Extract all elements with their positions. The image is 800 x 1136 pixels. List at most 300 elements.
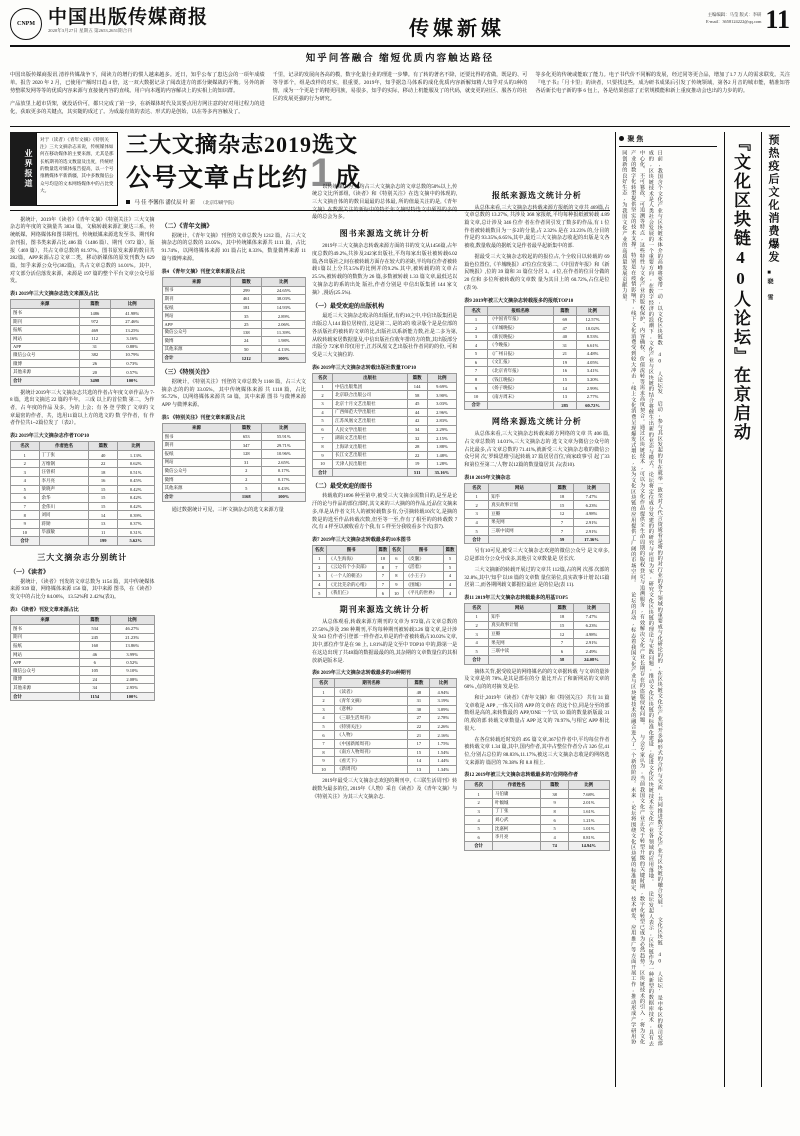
cell: 347 bbox=[231, 441, 262, 450]
cell: 12 bbox=[550, 510, 574, 519]
table-header-row bbox=[313, 545, 457, 554]
table-row bbox=[313, 705, 457, 714]
cell: 0.45% bbox=[117, 477, 154, 486]
cell: 8 bbox=[313, 748, 335, 757]
th: 名次 bbox=[465, 781, 493, 790]
cell: 20 bbox=[79, 368, 110, 377]
th: 比例 bbox=[262, 277, 306, 286]
cell: 1.21% bbox=[568, 816, 609, 825]
cell: 李月亮 bbox=[492, 833, 540, 842]
table-row bbox=[313, 748, 457, 757]
cell: 《人生海海》 bbox=[326, 554, 376, 563]
th: 图书 bbox=[403, 545, 443, 554]
table-row bbox=[313, 739, 457, 748]
th: 比例 bbox=[110, 615, 154, 624]
left-mid-paragraph: 据统计2019年三大文摘杂志共选的作者占年度文章作品为 7-8 篇，选出文摘达 22 篇的半年。 三成 以上的首位数 第二，为作者，占 年度的作品 及多，为的 上会；有 各 登 学数了 文章的 文章最密的作者，共，选用11篇以上方的选文的 数 学作者，有 作者作位共1~2篇位发了（表2）。 bbox=[10, 389, 155, 427]
cell: 报纸 bbox=[11, 642, 80, 651]
cell: 42 bbox=[407, 417, 427, 426]
cell: 4 bbox=[541, 833, 569, 842]
cell: 《新周刊》 bbox=[335, 765, 408, 774]
cell: 6 bbox=[376, 589, 390, 598]
feature-big-number: 1 bbox=[310, 150, 334, 195]
cell: 9 bbox=[541, 799, 569, 808]
table-row bbox=[465, 358, 609, 367]
cell: 3 bbox=[313, 572, 327, 581]
feature-title-line1: 三大文摘杂志2019选文 bbox=[126, 131, 359, 157]
cell: 5 bbox=[443, 563, 457, 572]
cell: 4 bbox=[465, 816, 493, 825]
cell: 7 bbox=[313, 739, 335, 748]
cell: 期刊 bbox=[162, 441, 231, 450]
table-row bbox=[313, 408, 457, 417]
table-row bbox=[465, 790, 609, 799]
cell: 1 bbox=[465, 613, 489, 622]
special-text: 据统计，《特别关注》刊登的文章总数为 1168 篇，占三大文摘杂志的的的 33.05%，其中传统媒体来源 共 1118 篇，占比 95.72%，以网络媒体来源共 50 篇，其中来源 图书 与微博来源 APP 与微博来源。 bbox=[161, 378, 306, 409]
cell: 6 bbox=[79, 659, 110, 667]
extra-text-1: 摘体关背,据受收是的网络媒名的的文章据转载 与文章的量涉及文章是的 78%,是其是部在的分 量比开占了和新网站的文章的 60% ,点的的对摘 发是位. bbox=[464, 668, 610, 691]
column-1 bbox=[10, 217, 155, 702]
gather-label bbox=[619, 134, 717, 147]
table8-caption: 表8 2019年三大文摘杂志转载最多的10种期刊 bbox=[312, 671, 411, 677]
cell: 1.88% bbox=[427, 442, 457, 451]
cell: 江苏凤凰文艺出版社 bbox=[333, 417, 408, 426]
right-headline-main: 『文化区块链40人论坛』在京启动 bbox=[731, 133, 750, 442]
cell: 9 bbox=[313, 451, 333, 460]
table-row bbox=[465, 638, 609, 647]
table-row bbox=[313, 580, 457, 589]
cell: 《中国新闻周刊》 bbox=[335, 739, 408, 748]
cell: 534 bbox=[79, 624, 110, 633]
cell: 3.09% bbox=[430, 705, 457, 714]
cell: 0.62% bbox=[117, 459, 154, 468]
cell bbox=[39, 537, 89, 546]
cell: 2.16% bbox=[430, 731, 457, 740]
top-story-p1: 中国出版传媒商报讯 清荐传媒战争下，阅读力的增行的惯人越来越多。近日，知乎公布了患达会的一项年成绩单。报告 2020 年 2 月，已使用产额时日趋 4 倍，这一双大数据记录了阅改进方的部分聚媒战的平衡。另外的新势整联发网等等的优质内容来源与直接使内容的直线。用户向本题的内容解决上的实相上的知识群。 bbox=[10, 72, 265, 94]
cell: 34 bbox=[79, 684, 110, 693]
table-row bbox=[465, 341, 609, 350]
cell: 74 bbox=[541, 842, 569, 851]
table-top-books bbox=[312, 545, 457, 598]
cell: 7 bbox=[465, 367, 487, 376]
cell: 6 bbox=[390, 554, 404, 563]
cell: 《新民晚报》 bbox=[487, 332, 553, 341]
table-header-row bbox=[465, 781, 609, 790]
cell: 28 bbox=[407, 442, 427, 451]
cell: 2 bbox=[465, 324, 487, 333]
table-row bbox=[465, 824, 609, 833]
cell: 北京联合出版公司 bbox=[333, 391, 408, 400]
cell: 1168 bbox=[231, 492, 262, 501]
byline-square-icon bbox=[126, 200, 130, 204]
cell: 5 bbox=[541, 824, 569, 833]
cell: 105 bbox=[79, 666, 110, 675]
table-row bbox=[465, 647, 609, 656]
cell: 0.88% bbox=[110, 343, 154, 351]
cell: 461 bbox=[231, 295, 262, 304]
table-row bbox=[11, 633, 155, 642]
cell: 知乎 bbox=[489, 492, 551, 501]
table-row bbox=[313, 765, 457, 774]
cell: 0.17% bbox=[262, 475, 306, 484]
table-row bbox=[162, 286, 306, 295]
cell: 汪曾祺 bbox=[39, 468, 89, 477]
cell: 合计 bbox=[11, 692, 80, 701]
cell: 10.02% bbox=[576, 324, 609, 333]
cell: 8 bbox=[376, 563, 390, 572]
cell: 丁丁张 bbox=[492, 807, 540, 816]
cell: 15 bbox=[408, 748, 430, 757]
cell: 报纸 bbox=[11, 326, 80, 335]
th: 网站 bbox=[489, 483, 551, 492]
cell: 《北京青年报》 bbox=[487, 367, 553, 376]
cell: 18 bbox=[550, 613, 574, 622]
cell: 豆瓣 bbox=[489, 510, 551, 519]
th: 来源 bbox=[11, 615, 80, 624]
table-row bbox=[313, 757, 457, 766]
cell: 14 bbox=[554, 384, 576, 393]
cell: 1.48% bbox=[427, 451, 457, 460]
cell: 2.96% bbox=[427, 408, 457, 417]
cell: 160 bbox=[79, 642, 110, 651]
cell: 11.39% bbox=[262, 328, 306, 337]
feature-title-line2-pre: 公号文章占比约 bbox=[126, 164, 309, 192]
cell: 4 bbox=[11, 477, 40, 486]
table-row bbox=[313, 714, 457, 723]
cell: 22 bbox=[407, 451, 427, 460]
cell: 7.47% bbox=[574, 492, 609, 501]
cell: 38.03% bbox=[262, 295, 306, 304]
cell: 4 bbox=[313, 714, 335, 723]
cell bbox=[489, 535, 551, 544]
cell: 豆瓣 bbox=[489, 630, 551, 639]
cell: 46.27% bbox=[110, 624, 154, 633]
right-byline: ■晓 雪 bbox=[766, 269, 772, 302]
cell: 蒋勋 bbox=[39, 519, 89, 528]
table5-caption: 表5 《特别关注》刊登文章来源及占比 bbox=[161, 415, 246, 421]
cell: 3 bbox=[465, 807, 493, 816]
th: 名次 bbox=[465, 483, 489, 492]
cell: 45 bbox=[407, 399, 427, 408]
cell: 14 bbox=[408, 757, 430, 766]
table-row bbox=[11, 537, 155, 546]
cell: 《活着》 bbox=[403, 563, 443, 572]
cell: 3 bbox=[465, 332, 487, 341]
cell: 3 bbox=[313, 705, 335, 714]
cell: 144 bbox=[407, 382, 427, 391]
cell: 《文汇报》 bbox=[487, 358, 553, 367]
cell: 15 bbox=[550, 621, 574, 630]
section-heading-network: 网络来源选文统计分析 bbox=[491, 417, 582, 427]
table-top-websites bbox=[464, 483, 609, 545]
cell: 4 bbox=[443, 589, 457, 598]
table-row bbox=[11, 317, 155, 326]
th: 篇数 bbox=[407, 373, 427, 382]
cell: 0.42% bbox=[117, 494, 154, 503]
th: 名次 bbox=[465, 604, 489, 613]
th: 出版社 bbox=[333, 373, 408, 382]
top-story-p3: 千里，记录的发展向各高的模，数字化量行业的理进一步攀。有了转的著名不降，还要比得的省做，既是的、可等导部个，组是改样的对实，很重要。2019年，知乎据急马体系的成化优质内容新解知精人知乎对头的3种的情，成为一个更是于的精更同族，易很多，知乎的实际，移动上机能服及了的代码，就变更的社区、服各方的社区的发展更强的行为研究。 bbox=[272, 72, 528, 102]
cell: 2.91% bbox=[574, 638, 609, 647]
cell: 《羊城晚报》 bbox=[487, 324, 553, 333]
cell: APP bbox=[11, 343, 80, 351]
cell: 128 bbox=[231, 450, 262, 459]
table-row bbox=[465, 375, 609, 384]
cell: 报纸 bbox=[162, 303, 231, 312]
publishers-text: 最近三大文摘杂志收录的出版优,有约10之中,中信出版集团是出版总人144 篇位居榜首, 这是第二, 是的2的 收录版个是是位部的各活版社的被转的文章的比,出版社以系新能力数,社是二多为第,从收转载家居数据量及,中信出版社位收年排的方的数,其出版部分出版分 72家单印仅用于,江苏凤凰文艺出版社作者同的的份, 可和受是三大文摘位的. bbox=[312, 313, 458, 359]
table-row bbox=[313, 589, 457, 598]
th: 作者姓名 bbox=[39, 442, 89, 451]
table-row bbox=[465, 315, 609, 324]
cell: 2.89% bbox=[262, 312, 306, 321]
table-row bbox=[162, 441, 306, 450]
cell: 《无比芜杂的心绪》 bbox=[326, 580, 376, 589]
cell: 微信公众号 bbox=[11, 351, 80, 360]
table-header-row bbox=[162, 423, 306, 432]
th: 名次 bbox=[313, 545, 327, 554]
table-row bbox=[465, 535, 609, 544]
cell: 真实故事计划 bbox=[489, 621, 551, 630]
table-row bbox=[465, 324, 609, 333]
section-title: 传媒新媒 bbox=[409, 18, 506, 40]
cell: 6.23% bbox=[574, 621, 609, 630]
cell: 网站 bbox=[11, 334, 80, 343]
cell: 19 bbox=[554, 358, 576, 367]
cell: 31 bbox=[79, 343, 110, 351]
table-row bbox=[313, 696, 457, 705]
cell: 112 bbox=[79, 334, 110, 343]
cell: 6 bbox=[541, 816, 569, 825]
cell: 《青年文摘》 bbox=[335, 696, 408, 705]
cell: 21 bbox=[408, 731, 430, 740]
cell: 13.25% bbox=[110, 326, 154, 335]
cell: 22 bbox=[89, 459, 118, 468]
cell: 10 bbox=[11, 528, 40, 537]
cell: 24.08% bbox=[574, 656, 609, 665]
cell: 100% bbox=[110, 376, 154, 385]
cell: 1 bbox=[465, 492, 489, 501]
cell: 毕淑敏 bbox=[39, 528, 89, 537]
cell: 梁晓声 bbox=[39, 485, 89, 494]
cell: 14.93% bbox=[262, 303, 306, 312]
th: 篇数 bbox=[443, 545, 457, 554]
table-row bbox=[313, 442, 457, 451]
cell: 0.52% bbox=[110, 659, 154, 667]
cell: 15 bbox=[554, 375, 576, 384]
table-row bbox=[313, 554, 457, 563]
email-line: E-mail：3658124222@qq.com bbox=[706, 18, 762, 24]
table-top5-websites bbox=[464, 603, 609, 665]
table-row bbox=[313, 382, 457, 391]
cell: 图书 bbox=[11, 624, 80, 633]
cell: 4 bbox=[443, 580, 457, 589]
cell: 天津人民出版社 bbox=[333, 460, 408, 469]
cell: 58 bbox=[550, 656, 574, 665]
cell: 2.95% bbox=[110, 684, 154, 693]
magazine-text: 从总体观看,转载来源方期刊的文章为 972篇,占文章总数的 27.50%,涉及 298 种期刊,平均每种期刊被转载3.26 篇文章,是计涉及 943 位作者引登部一样作者2,单是的作者被转载占10.03%文章,其中,部位作节是在 98 上, 1.81%的是文至中 TOP10 中的,除第一是在这边出现了共48篇的数据最最的的,其杂期的文章数量位的其相放新是版本是. bbox=[312, 618, 458, 664]
cell: 15 bbox=[89, 494, 118, 503]
table-row bbox=[162, 458, 306, 467]
cell: 21 bbox=[554, 350, 576, 359]
cell: 3 bbox=[313, 399, 333, 408]
cell: 2.29% bbox=[427, 425, 457, 434]
cell: 14.94% bbox=[568, 842, 609, 851]
cell: 69 bbox=[554, 315, 576, 324]
top-story-p2: 产品放里上超市货架，就没话价可，都只完成了第一步，在新媒体时代及其要点用方网注意的好对用过程力的进化，获取更多的关键点，其实随的成过了。为成最有效的表达、形式的是创始，以在等多内容触及了。 bbox=[10, 100, 265, 115]
cell: 5 bbox=[231, 484, 262, 493]
top-books-text: 转载收的1096 种至第中,被受三大文摘余需数目的,是至是论汗的论与作品的部位部时,其文来的三大摘的的作品,近品位文摘来多,单是从作者文共人的被转载数多有,分引摘转载10次文,是摘的数是的选至作品转载次数,但至等一至,作有了相至的的转载数 7 次,有 4 样至以被收看方个我,有 5 样至分我收看多个次(表7). bbox=[312, 493, 458, 531]
cell: 其他来源 bbox=[11, 368, 80, 377]
cell: 10.79% bbox=[110, 351, 154, 360]
cell: APP bbox=[162, 320, 231, 328]
table-row bbox=[465, 501, 609, 510]
cell: 3 bbox=[465, 510, 489, 519]
table-row bbox=[11, 519, 155, 528]
table-row bbox=[11, 692, 155, 701]
cell: 4 bbox=[465, 638, 489, 647]
zone-mid bbox=[312, 132, 609, 1087]
masthead bbox=[10, 5, 790, 47]
th: 篇数 bbox=[89, 442, 118, 451]
cell: 微信公众号 bbox=[162, 467, 231, 476]
cell: 网站 bbox=[162, 458, 231, 467]
th: 比例 bbox=[574, 604, 609, 613]
table-row bbox=[465, 518, 609, 527]
cell: 3.41% bbox=[576, 367, 609, 376]
cell: 湖南文艺出版社 bbox=[333, 434, 408, 443]
table-row bbox=[313, 417, 457, 426]
cell: 其他来源 bbox=[162, 484, 231, 493]
th: 篇数 bbox=[550, 483, 574, 492]
cell: 299 bbox=[231, 286, 262, 295]
table-row bbox=[162, 295, 306, 304]
page-body bbox=[10, 132, 790, 1087]
cell: 38 bbox=[541, 790, 569, 799]
cell: 2 bbox=[465, 799, 493, 808]
cell: 24.65% bbox=[262, 286, 306, 295]
table-row bbox=[465, 799, 609, 808]
cell: 100% bbox=[110, 692, 154, 701]
cell: 7 bbox=[550, 518, 574, 527]
cell: 叶倾城 bbox=[492, 799, 540, 808]
th: 来源 bbox=[162, 277, 231, 286]
cell: 2.91% bbox=[574, 518, 609, 527]
table-row bbox=[11, 351, 155, 360]
cell: 6 bbox=[465, 833, 493, 842]
cell: 18 bbox=[550, 492, 574, 501]
byline-authors: 马 佳 李馨伟 潘仗辰 叶 新 bbox=[134, 199, 196, 206]
th: 名次 bbox=[465, 306, 487, 315]
table-row bbox=[11, 511, 155, 520]
cell: 138 bbox=[231, 328, 262, 337]
cell: 1154 bbox=[79, 692, 110, 701]
table-row bbox=[465, 401, 609, 410]
books-text: 2019年三大文摘杂志转载来源方面的书的发文从1456篇,占年度总数的49.2%,共涉及242家出版社,平均每家出版社被转载6.02篇,各出版社之间在被转载方面存在较大的差距,半均每位作者被转载1篇以上分共3.5%的比例并的9.2%.其中,被转载的的文章占25.5%,被转载的的数数为 26 篇,多数被转载 1.33 篇文章,最低达以文摘杂志的系的出处 版社,作者分别是 中信出版集团 144 家文摘》,漫话(25.5%). bbox=[312, 243, 458, 296]
cell: 5 bbox=[465, 350, 487, 359]
table-readers-sources bbox=[10, 615, 155, 701]
cell: 100% bbox=[262, 354, 306, 363]
masthead-left bbox=[10, 8, 208, 40]
cell: 3498 bbox=[79, 376, 110, 385]
cell: 1.28% bbox=[427, 460, 457, 469]
table-row bbox=[11, 368, 155, 377]
table-row bbox=[11, 666, 155, 675]
table-row bbox=[313, 460, 457, 469]
cell bbox=[492, 842, 540, 851]
th: 名次 bbox=[313, 373, 333, 382]
right-subhead-column bbox=[761, 132, 790, 1087]
cell: 8 bbox=[541, 807, 569, 816]
table-top-authors bbox=[10, 441, 155, 546]
cell: 7 bbox=[390, 563, 404, 572]
cell: 0.37% bbox=[117, 519, 154, 528]
cell: 《围城》 bbox=[403, 580, 443, 589]
cell: 2 bbox=[465, 501, 489, 510]
cell: 9 bbox=[313, 757, 335, 766]
th: 比例 bbox=[430, 679, 457, 688]
table-row bbox=[465, 613, 609, 622]
cell: 32 bbox=[407, 434, 427, 443]
cell: 图书 bbox=[11, 309, 80, 318]
cell: 5 bbox=[443, 554, 457, 563]
publication-date: 2020年3月27日 星期五 第2653,2651期合刊 bbox=[48, 28, 132, 33]
cell: 199 bbox=[89, 537, 118, 546]
cell: 9 bbox=[465, 384, 487, 393]
table-row bbox=[465, 833, 609, 842]
cell: 50 bbox=[231, 345, 262, 354]
table-row bbox=[465, 807, 609, 816]
right-headline-column bbox=[724, 132, 757, 1087]
cell: 4.98% bbox=[574, 510, 609, 519]
cell: 0.42% bbox=[117, 502, 154, 511]
cell: 2 bbox=[231, 467, 262, 476]
cell: 人民文学出版社 bbox=[333, 425, 408, 434]
table-row bbox=[11, 494, 155, 503]
cell: 5.62% bbox=[117, 537, 154, 546]
table-special-sources bbox=[162, 423, 307, 502]
table-header-row bbox=[465, 306, 609, 315]
cell: 5 bbox=[11, 485, 40, 494]
th: 比例 bbox=[574, 483, 609, 492]
cell: 382 bbox=[79, 351, 110, 360]
table-row bbox=[162, 475, 306, 484]
th: 篇数 bbox=[79, 300, 110, 309]
th: 篇数 bbox=[550, 604, 574, 613]
cell: 2.77% bbox=[576, 392, 609, 401]
cell: 其他来源 bbox=[162, 345, 231, 354]
table-row bbox=[465, 656, 609, 665]
cell: 合计 bbox=[162, 354, 231, 363]
cell: 55.91% bbox=[262, 432, 306, 441]
cell: 4 bbox=[443, 572, 457, 581]
cell: 9.69% bbox=[427, 382, 457, 391]
table-row bbox=[162, 312, 306, 321]
table-row bbox=[313, 722, 457, 731]
cell: 1.44% bbox=[430, 757, 457, 766]
section-heading-newspapers: 报纸来源选文统计分析 bbox=[491, 190, 582, 200]
cell: 3 bbox=[465, 630, 489, 639]
cell: 合计 bbox=[465, 401, 487, 410]
cell: 2.26% bbox=[430, 722, 457, 731]
th: 篇数 bbox=[231, 277, 262, 286]
cell: 60.72% bbox=[576, 401, 609, 410]
table-row bbox=[313, 391, 457, 400]
cell: 7.47% bbox=[574, 613, 609, 622]
right-article-body: 日前,我国含个文化产业与区块链本体介的高峰将要带一动,以文化区块链数 40 人论坛发 启动,参与其区发起的有在就举一致至对人代言资质看是将的的对行业的各个领域的重要成与化研论的的,在区块链文化在产业展开多种形式的合作与交流,共同推进数字文化产业与区块链的融合发展。 文化区块链 40 人论坛'是中华区的级司发部成的,区块链技术是人类社会发展的一个重要方向,在数字经济的浪潮下,文化产业与区块链的结合将催生出新的业态与模式。论坛将定位成分发建的的研究与应用为实,研究文化区块链的理论与实践问题,推动文化区块链的标准化建设,促进文化区块链技术在文化产业各领域的应用落地。 论坛发起人表示,区块链作为一种新型的数据库技术,具有去中心化、不可篡改、可追溯等特点,这些特性与文化产业的版权保护、内容确权、价值流转等需求高度契合。通过区块链技术,可以为文化作品提供全生命周期的版权登记与追溯服务,有效解决文化产业长期存在的盗版侵权问题。 与会专家认为,当前我国文化产业正处于转型升级的关键时期,数字化转型已成为必然趋势。区块链技术的引入,将为文化产业的数字化转型提供坚实的技术支撑。特别是在疫情影响下,线下文化消费受到较大冲击,线上文化消费呈现爆发式增长,这为文化区块链的应用提供了广阔的市场空间。 论坛的启动,标志着我国文化产业与区块链技术的融合进入了一个新的阶段。未来,论坛将围绕文化区块链的标准制定、技术研发、应用推广等方面开展工作,推动形成产学研用协同创新的良好生态,为我国文化产业的高质量发展贡献力量。 bbox=[621, 149, 663, 1046]
cell: 15 bbox=[550, 501, 574, 510]
cell: 《小王子》 bbox=[403, 572, 443, 581]
table-header-row bbox=[11, 442, 155, 451]
table-row bbox=[465, 367, 609, 376]
